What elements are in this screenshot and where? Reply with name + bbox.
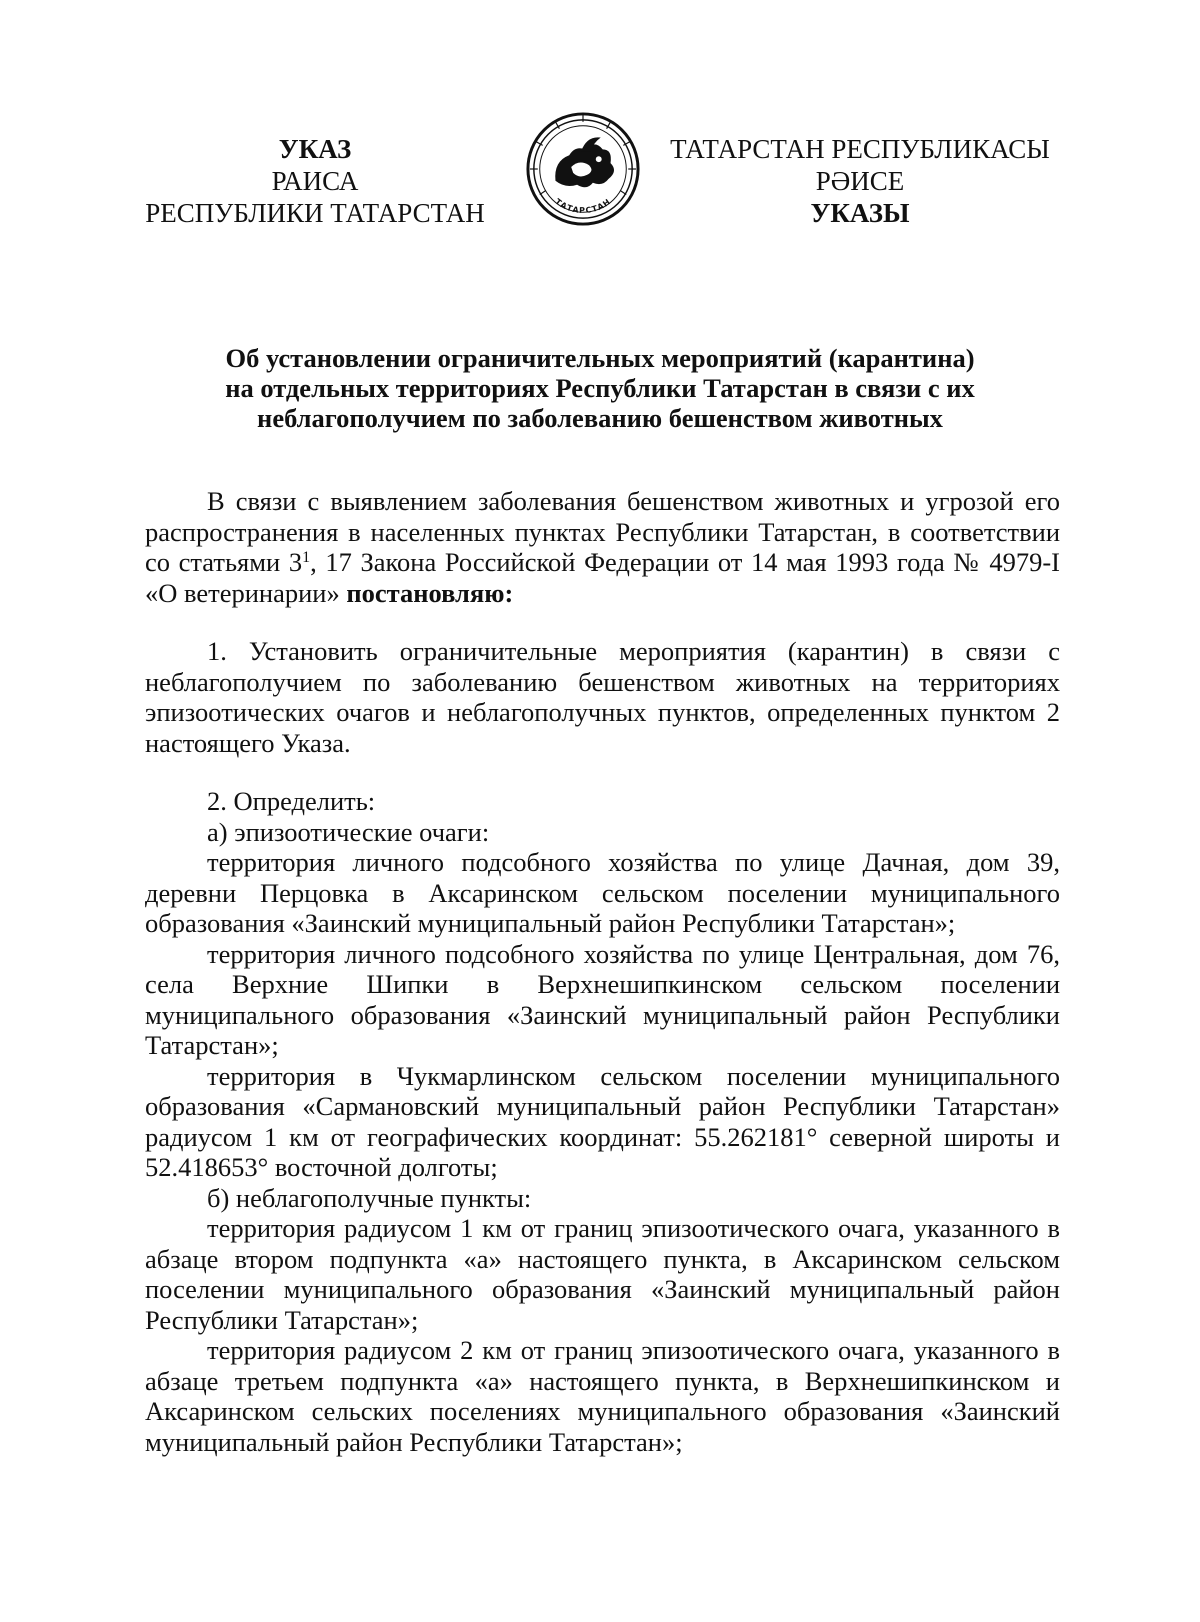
title-line1: Об установлении ограничительных мероприятий (карантина) [225,343,975,373]
document-title [150,343,1050,433]
header-right-line2: РӘИСЕ [815,166,905,196]
header-right-line3: УКАЗЫ [810,198,910,228]
paragraph-2: 2. Определить: [207,786,376,816]
preamble-superscript: 1 [302,549,311,566]
preamble-decree-word: постановляю: [346,577,514,608]
subpoint-b-item-2: территория радиусом 2 км от границ эпизоотического очага, указанного в абзаце третьем подпункта «а» настоящего пункта, в Верхнешипкинском и Аксаринском сельских поселениях муниципального образования «Заинский муниципальный район Республики Татарстан»; [145,1335,1060,1457]
subpoint-b-heading: б) неблагополучные пункты: [207,1182,532,1213]
subpoint-a-heading: а) эпизоотические очаги: [207,816,490,847]
subpoint-a-item-3: территория в Чукмарлинском сельском поселении муниципального образования «Сармановский муниципальный район Республики Татарстан» радиусом 1 км от географических координат: 55.262181° северной широты и 52.418653° восточной долготы; [145,1060,1060,1182]
svg-text:ТАТАРСТАН [553,197,612,215]
coat-of-arms-seal-icon [524,110,642,228]
preamble-text-a: В связи с выявлением заболевания бешенством животных и угрозой его распространения в населенных пунктах Республики Татарстан, в соответствии со статьями 3 [145,486,1060,577]
header-right-line1: ТАТАРСТАН РЕСПУБЛИКАСЫ [670,134,1050,164]
header-left-line1: УКАЗ [278,134,352,164]
subpoint-a-item-1: территория личного подсобного хозяйства по улице Дачная, дом 39, деревни Перцовка в Аксаринском сельском поселении муниципального образования «Заинский муниципальный район Республики Татарстан»; [145,847,1060,938]
header-left-russian [120,133,510,229]
subpoint-b-item-1: территория радиусом 1 км от границ эпизоотического очага, указанного в абзаце втором подпункта «а» настоящего пункта, в Аксаринском сельском поселении муниципального образования «Заинский муниципальный район Республики Татарстан»; [145,1213,1060,1335]
seal-text: ТАТАРСТАН [553,196,613,215]
preamble-paragraph [145,486,1060,608]
paragraph-1: 1. Установить ограничительные мероприятия (карантин) в связи с неблагополучием по заболеванию бешенством животных на территориях эпизоотических очагов и неблагополучных пунктов, определенных пунктом 2 настоящего Указа. [145,636,1060,758]
title-line3: неблагополучием по заболеванию бешенством животных [257,403,943,433]
title-line2: на отдельных территориях Республики Татарстан в связи с их [225,373,975,403]
subpoint-a-item-2: территория личного подсобного хозяйства по улице Центральная, дом 76, села Верхние Шипки в Верхнешипкинском сельском поселении муниципального образования «Заинский муниципальный район Республики Татарстан»; [145,938,1060,1060]
header-right-tatar [660,133,1060,229]
header-left-line2: РАИСА [271,166,359,196]
document-body [145,486,1060,1457]
header-left-line3: РЕСПУБЛИКИ ТАТАРСТАН [145,198,485,228]
preamble-text-b: , 17 Закона Российской Федерации от 14 мая 1993 года № 4979-I «О ветеринарии» [145,547,1061,608]
